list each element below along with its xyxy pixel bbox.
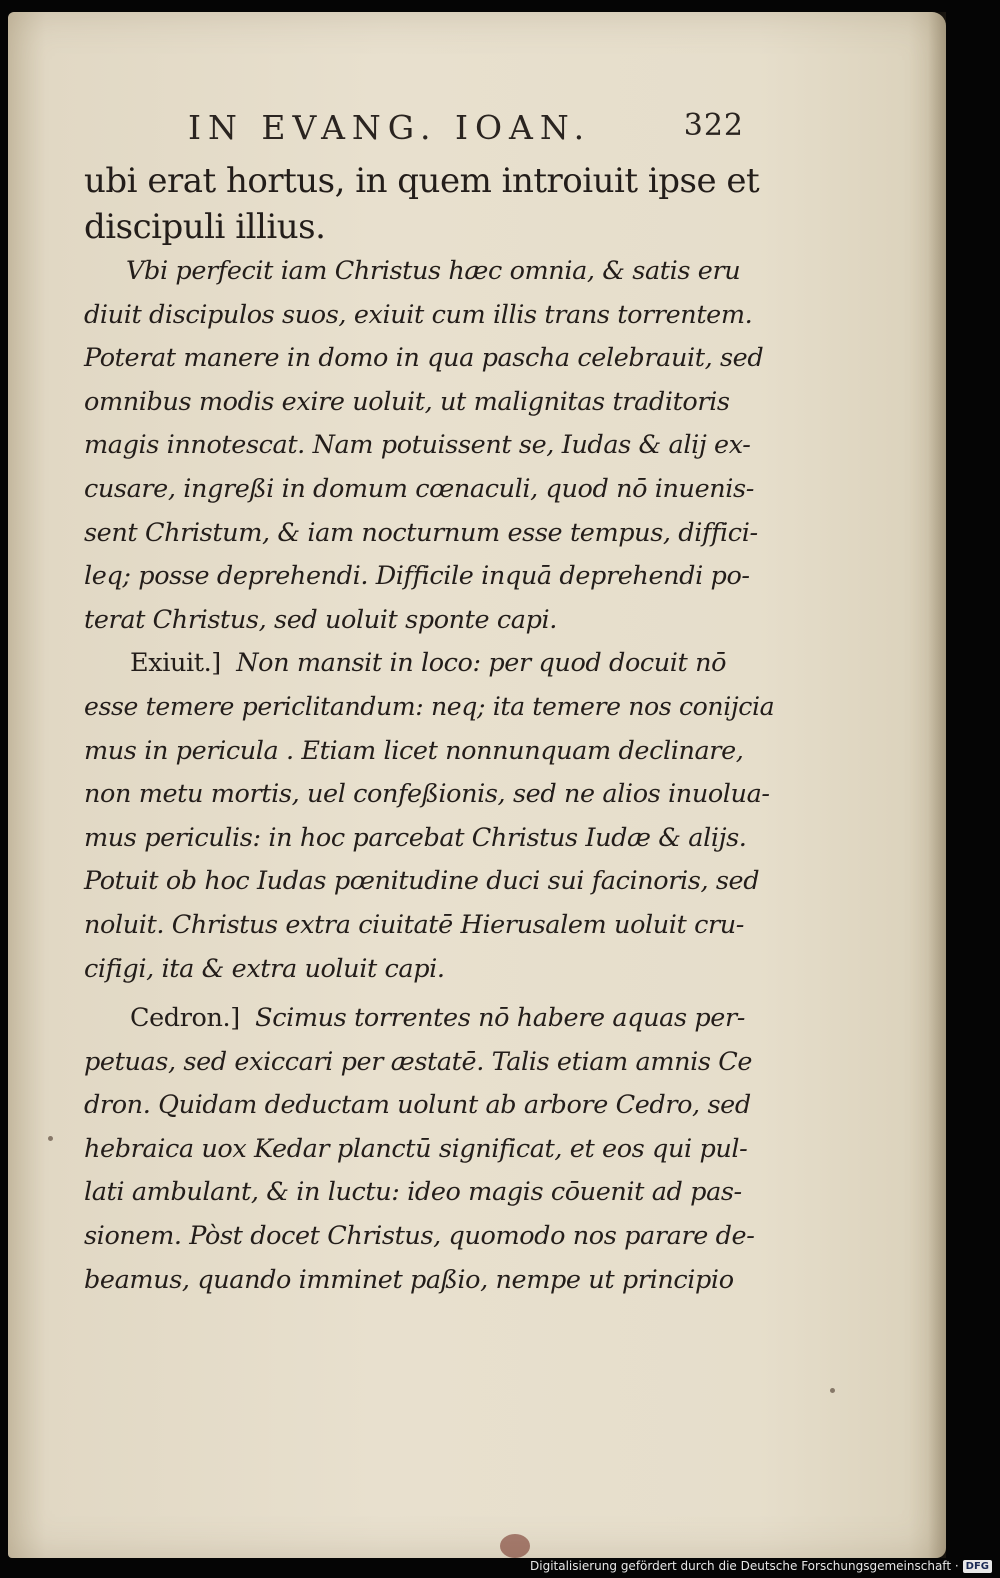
text-line: dron. Quidam deductam uolunt ab arbore Cedro, sed bbox=[84, 1090, 751, 1121]
text-line: Potuit ob hoc Iudas pœnitudine duci sui facinoris, sed bbox=[84, 866, 760, 897]
text-line: esse temere periclitandum: neq; ita temere nos conijcia bbox=[84, 691, 775, 722]
page-body bbox=[84, 158, 774, 1302]
running-title: IN EVANG. IOAN. bbox=[188, 108, 592, 147]
lemma-cue: Cedron.] bbox=[130, 1003, 240, 1034]
ink-speck bbox=[48, 1136, 53, 1141]
dfg-logo: DFG bbox=[963, 1560, 992, 1573]
text-line: Poterat manere in domo in qua pascha celebrauit, sed bbox=[84, 343, 764, 374]
text-segment: Non mansit in loco: per quod docuit nō bbox=[236, 648, 727, 679]
text-line: beamus, quando imminet paßio, nempe ut principio bbox=[84, 1264, 734, 1295]
book-page bbox=[8, 12, 946, 1558]
text-line: leq; posse deprehendi. Difficile inquā deprehendi po- bbox=[84, 561, 750, 592]
text-line: Vbi perfecit iam Christus hæc omnia, & satis eru bbox=[126, 256, 741, 286]
text-line: cifigi, ita & extra uoluit capi. bbox=[84, 953, 445, 984]
binding-stain bbox=[500, 1534, 530, 1558]
text-line: mus periculis: in hoc parcebat Christus Iudæ & alijs. bbox=[84, 822, 747, 853]
text-line: cusare, ingreßi in domum cœnaculi, quod nō inuenis- bbox=[84, 473, 754, 504]
text-line: diuit discipulos suos, exiuit cum illis trans torrentem. bbox=[84, 299, 753, 330]
text-line: sionem. Pòst docet Christus, quomodo nos parare de- bbox=[84, 1221, 755, 1252]
text-line: terat Christus, sed uoluit sponte capi. bbox=[84, 604, 557, 635]
text-line: sent Christum, & iam nocturnum esse tempus, diffici- bbox=[84, 517, 758, 548]
text-segment: Scimus torrentes nō habere aquas per- bbox=[255, 1003, 745, 1034]
credit-text: Digitalisierung gefördert durch die Deutsche Forschungsgemeinschaft · bbox=[530, 1559, 959, 1573]
commentary-paragraph-3 bbox=[84, 997, 774, 1302]
text-line: petuas, sed exiccari per æstatē. Talis etiam amnis Ce bbox=[84, 1046, 753, 1077]
digitization-credit bbox=[530, 1558, 992, 1574]
text-line bbox=[84, 997, 774, 1041]
lemma-line: discipuli illius. bbox=[84, 207, 326, 247]
page-edge-shadow bbox=[928, 12, 946, 1558]
lemma-cue: Exiuit.] bbox=[130, 648, 221, 679]
page-number: 322 bbox=[683, 108, 744, 143]
text-line bbox=[84, 642, 774, 686]
commentary-paragraph-2 bbox=[84, 642, 774, 991]
text-line: mus in pericula . Etiam licet nonnunquam declinare, bbox=[84, 735, 744, 766]
text-line: non metu mortis, uel confeßionis, sed ne alios inuolua- bbox=[84, 779, 770, 810]
text-line: magis innotescat. Nam potuissent se, Iudas & alij ex- bbox=[84, 430, 751, 461]
commentary-paragraph-1 bbox=[84, 250, 774, 642]
text-line: noluit. Christus extra ciuitatē Hierusalem uoluit cru- bbox=[84, 909, 745, 940]
text-line: omnibus modis exire uoluit, ut malignitas traditoris bbox=[84, 386, 730, 417]
text-line: lati ambulant, & in luctu: ideo magis cōuenit ad pas- bbox=[84, 1177, 742, 1208]
lemma-line: ubi erat hortus, in quem introiuit ipse et bbox=[84, 161, 760, 201]
page-header bbox=[188, 104, 748, 154]
ink-speck bbox=[830, 1388, 835, 1393]
text-line: hebraica uox Kedar planctū significat, et eos qui pul- bbox=[84, 1133, 748, 1164]
